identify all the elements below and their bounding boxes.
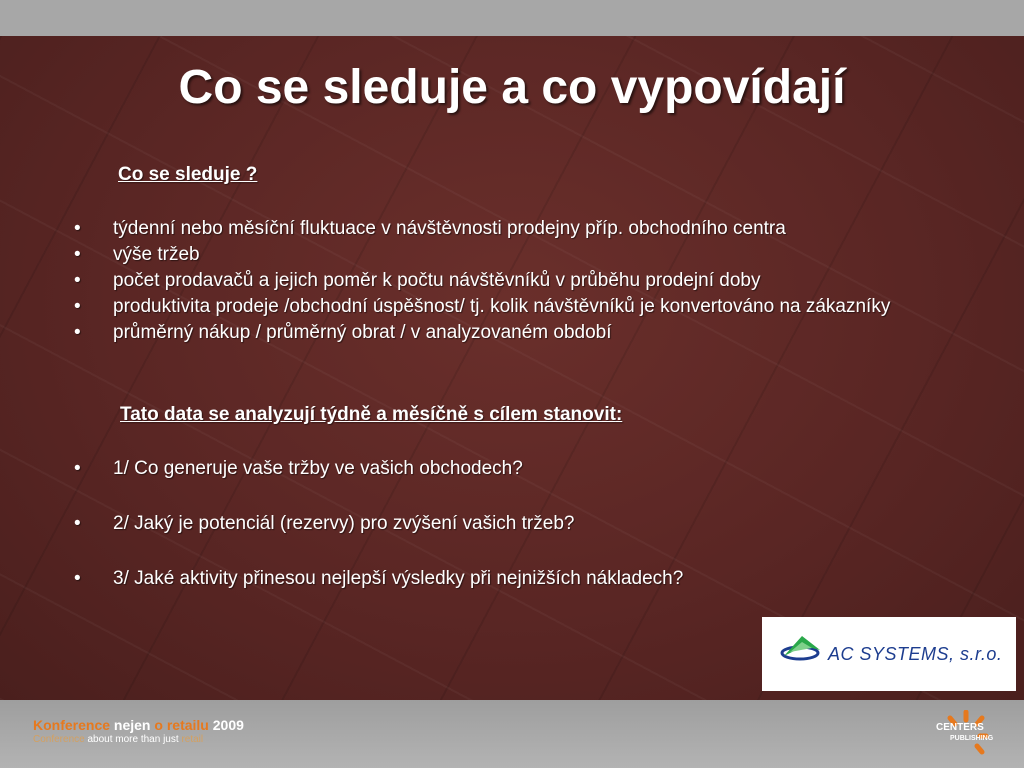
publisher-name: CENTERS xyxy=(936,722,984,733)
conference-retail: o retailu xyxy=(154,717,209,733)
tagline-conference: Conference xyxy=(33,734,85,745)
logo-company-name: AC SYSTEMS, s.r.o. xyxy=(828,644,1003,664)
footer xyxy=(0,700,1024,768)
tagline-middle: about more than just xyxy=(84,734,182,745)
list-item: • produktivita prodeje /obchodní úspěšnost/ tj. kolik návštěvníků je konvertováno na zákazníky xyxy=(70,296,950,317)
tagline-retail: retail xyxy=(181,734,204,745)
section-heading-colon: : xyxy=(615,404,623,425)
slide xyxy=(0,36,1024,700)
section-heading-analysis xyxy=(120,404,622,426)
list-item: • 3/ Jaké aktivity přinesou nejlepší výsledky při nejnižších nákladech? xyxy=(70,568,950,589)
conference-title xyxy=(33,717,244,733)
list-item: • 2/ Jaký je potenciál (rezervy) pro zvýšení vašich tržeb? xyxy=(70,513,950,534)
ac-systems-logo-icon xyxy=(780,634,824,669)
top-band xyxy=(0,0,1024,36)
conference-word: Konference xyxy=(33,717,111,733)
list-item: • výše tržeb xyxy=(70,244,950,265)
list-item: • průměrný nákup / průměrný obrat / v analyzovaném období xyxy=(70,322,950,343)
conference-nejen: nejen xyxy=(110,717,155,733)
analysis-goals-list xyxy=(70,458,950,623)
tracked-metrics-list xyxy=(70,218,950,348)
list-item: • týdenní nebo měsíční fluktuace v návštěvnosti prodejny příp. obchodního centra xyxy=(70,218,950,239)
list-item: • počet prodavačů a jejich poměr k počtu návštěvníků v průběhu prodejní doby xyxy=(70,270,950,291)
section-heading-tracked: Co se sleduje ? xyxy=(118,164,258,185)
slide-title: Co se sleduje a co vypovídají xyxy=(178,61,846,114)
conference-year: 2009 xyxy=(208,717,244,733)
ac-systems-logo xyxy=(762,617,1016,691)
list-item: • 1/ Co generuje vaše tržby ve vašich obchodech? xyxy=(70,458,950,479)
publisher-sub: PUBLISHING xyxy=(950,735,994,742)
conference-tagline xyxy=(33,734,244,745)
centers-publishing-logo xyxy=(930,710,1000,760)
conference-banner xyxy=(33,717,244,745)
section-heading-analysis-text: Tato data se analyzují týdně a měsíčně s cílem stanovit xyxy=(120,404,616,425)
